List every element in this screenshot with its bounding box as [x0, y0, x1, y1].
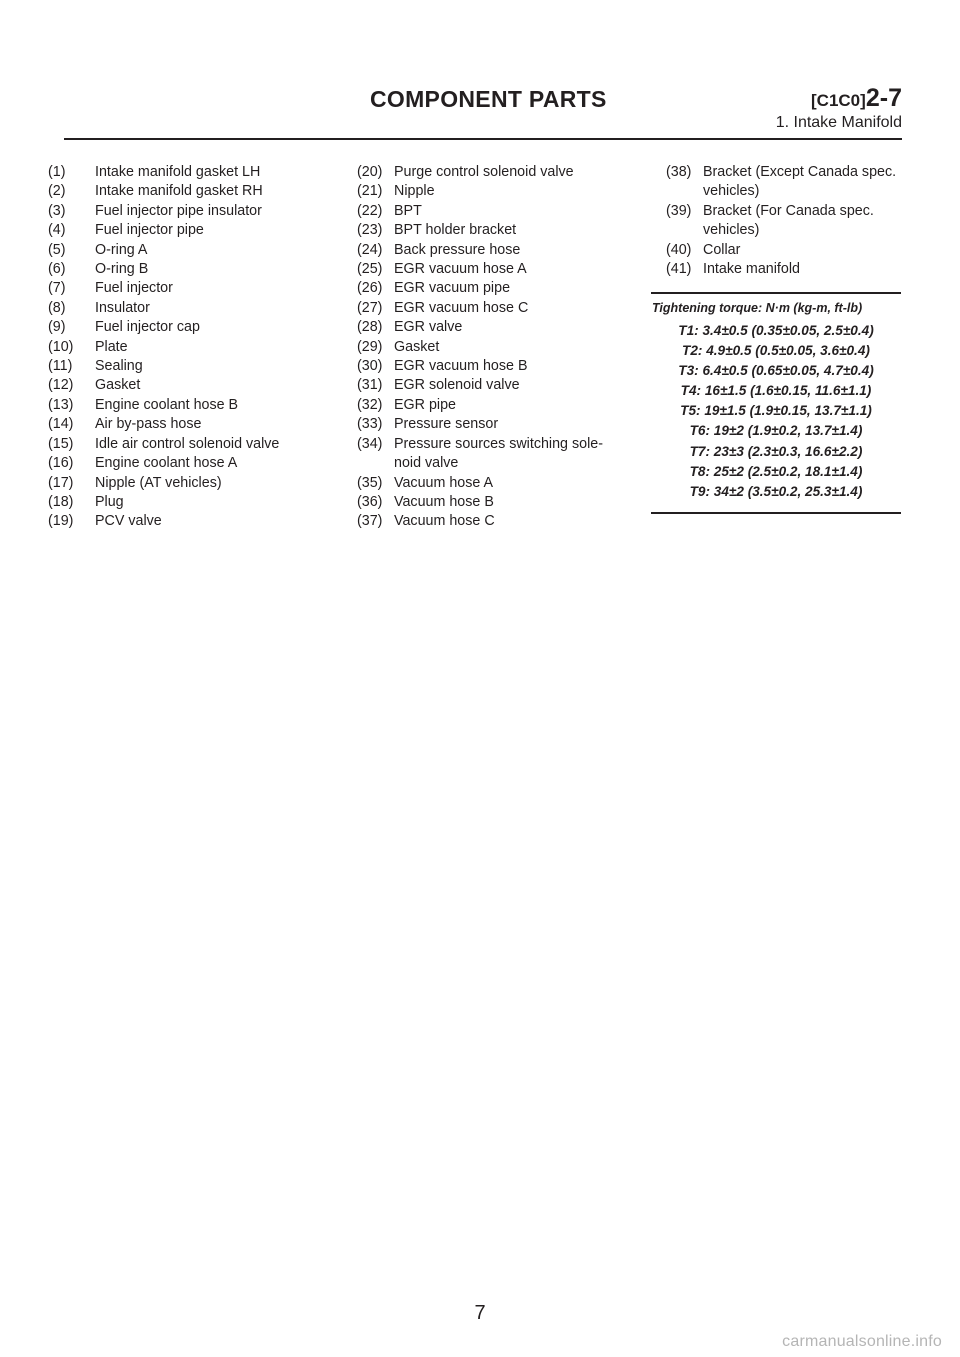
part-list-item — [48, 318, 328, 337]
part-list-item — [48, 493, 328, 512]
part-name: Vacuum hose C — [394, 513, 495, 530]
part-list-item — [48, 260, 328, 279]
part-name: Bracket (Except Canada spec. — [703, 164, 897, 180]
part-number: (13) — [48, 396, 74, 413]
part-list-item — [357, 202, 637, 221]
part-number: (23) — [357, 222, 383, 239]
part-name: Intake manifold gasket RH — [95, 183, 263, 200]
part-number: (34) — [357, 435, 383, 452]
part-name-continued: noid valve — [394, 455, 459, 472]
part-name: Insulator — [95, 299, 150, 316]
part-name: EGR vacuum hose A — [394, 261, 527, 278]
part-name: Plate — [95, 338, 128, 355]
part-list-item — [357, 338, 637, 357]
part-list-item — [357, 260, 637, 279]
part-list-item — [48, 415, 328, 434]
torque-item: T1: 3.4±0.5 (0.35±0.05, 2.5±0.4) — [678, 323, 874, 338]
part-number: (11) — [48, 358, 73, 375]
part-list-item — [357, 182, 637, 201]
part-list-item — [48, 241, 328, 260]
part-list-item — [357, 376, 637, 395]
part-list-item — [48, 299, 328, 318]
part-number: (41) — [666, 261, 692, 278]
torque-item: T5: 19±1.5 (1.9±0.15, 13.7±1.1) — [680, 403, 872, 419]
part-number: (38) — [666, 164, 692, 180]
part-number: (40) — [666, 241, 692, 258]
part-name: Intake manifold gasket LH — [95, 164, 261, 180]
part-number: (27) — [357, 299, 383, 316]
part-name-continued: vehicles) — [703, 183, 760, 200]
part-name: Fuel injector cap — [95, 319, 200, 336]
part-number: (17) — [48, 474, 74, 491]
part-number: (16) — [48, 455, 74, 472]
part-list-item — [666, 241, 906, 260]
part-name: Pressure sensor — [394, 416, 499, 433]
part-number: (35) — [357, 474, 383, 491]
torque-item: T8: 25±2 (2.5±0.2, 18.1±1.4) — [689, 463, 863, 479]
part-list-item — [666, 163, 906, 182]
torque-item: T3: 6.4±0.5 (0.65±0.05, 4.7±0.4) — [678, 363, 874, 379]
part-number: (15) — [48, 435, 74, 452]
part-name: O-ring A — [95, 241, 148, 258]
part-name: EGR vacuum hose B — [394, 358, 528, 375]
part-list-item — [357, 279, 637, 298]
torque-heading: Tightening torque: N·m (kg-m, ft-lb) — [652, 301, 863, 315]
part-number: (24) — [357, 241, 383, 258]
torque-item: T6: 19±2 (1.9±0.2, 13.7±1.4) — [689, 423, 863, 439]
part-number: (6) — [48, 261, 66, 278]
part-list-item — [48, 512, 328, 531]
part-name: Fuel injector — [95, 280, 173, 297]
part-list-item — [48, 182, 328, 201]
part-name: BPT — [394, 202, 422, 219]
page-number: 7 — [474, 1302, 486, 1324]
part-number: (39) — [666, 202, 692, 219]
part-name: Nipple (AT vehicles) — [95, 474, 222, 491]
parts-list-column-2 — [357, 163, 637, 532]
part-list-item — [48, 279, 328, 298]
part-list-item — [357, 318, 637, 337]
part-list-item — [357, 474, 637, 493]
part-list-item — [357, 493, 637, 512]
torque-item: T4: 16±1.5 (1.6±0.15, 11.6±1.1) — [680, 383, 872, 399]
part-list-item — [357, 415, 637, 434]
part-name: Vacuum hose B — [394, 493, 494, 510]
parts-list-column-1 — [48, 163, 328, 532]
part-name: Nipple — [394, 183, 435, 200]
part-list-item — [357, 299, 637, 318]
section-code: [C1C0] — [811, 91, 866, 110]
part-list-item — [357, 221, 637, 240]
part-name: Air by-pass hose — [95, 416, 202, 433]
part-list-item — [48, 221, 328, 240]
part-list-item — [357, 241, 637, 260]
part-name-continued: vehicles) — [703, 222, 760, 239]
part-number: (8) — [48, 299, 66, 316]
part-number: (25) — [357, 261, 383, 278]
part-name: Fuel injector pipe insulator — [95, 202, 262, 219]
torque-item: T2: 4.9±0.5 (0.5±0.05, 3.6±0.4) — [682, 343, 870, 359]
part-number: (7) — [48, 280, 66, 297]
part-list-item — [357, 396, 637, 415]
part-list-item — [48, 338, 328, 357]
part-number: (3) — [48, 202, 66, 219]
part-name: Fuel injector pipe — [95, 222, 204, 239]
part-list-item — [48, 376, 328, 395]
tightening-torque-box — [651, 292, 901, 514]
part-number: (2) — [48, 183, 66, 200]
part-name: O-ring B — [95, 261, 149, 278]
part-name: Intake manifold — [703, 261, 800, 278]
part-name: Collar — [703, 241, 741, 258]
part-number: (21) — [357, 183, 383, 200]
part-number: (28) — [357, 319, 383, 336]
part-name: EGR pipe — [394, 396, 456, 413]
parts-list-column-3 — [666, 163, 906, 279]
part-list-item — [48, 474, 328, 493]
part-name: Sealing — [95, 358, 143, 375]
part-name: Back pressure hose — [394, 241, 521, 258]
chapter-number: 2-7 — [865, 84, 902, 112]
part-number: (9) — [48, 319, 66, 336]
watermark: carmanualsonline.info — [782, 1333, 942, 1350]
part-name: BPT holder bracket — [394, 222, 517, 239]
part-number: (29) — [357, 338, 383, 355]
part-number: (20) — [357, 164, 383, 180]
part-name: Gasket — [394, 338, 440, 355]
part-list-item — [357, 357, 637, 376]
part-list-item — [666, 260, 906, 279]
part-number: (1) — [48, 164, 66, 180]
part-list-item — [357, 512, 637, 531]
part-number: (18) — [48, 493, 74, 510]
part-name: Idle air control solenoid valve — [95, 435, 280, 452]
part-list-item — [48, 163, 328, 182]
part-name: EGR vacuum pipe — [394, 280, 511, 297]
part-list-item — [357, 163, 637, 182]
part-name: EGR valve — [394, 319, 463, 336]
torque-item: T9: 34±2 (3.5±0.2, 25.3±1.4) — [689, 483, 863, 499]
part-list-item — [666, 202, 906, 221]
part-list-item — [48, 454, 328, 473]
part-number: (10) — [48, 338, 74, 355]
part-name: PCV valve — [95, 513, 162, 530]
page-header — [64, 86, 902, 140]
part-number: (5) — [48, 241, 66, 258]
part-number: (26) — [357, 280, 383, 297]
part-number: (22) — [357, 202, 383, 219]
part-name: Gasket — [95, 377, 141, 394]
part-name: Plug — [95, 493, 124, 510]
part-list-item — [48, 435, 328, 454]
part-number: (36) — [357, 493, 383, 510]
section-subtitle: 1. Intake Manifold — [775, 114, 902, 131]
part-list-item — [48, 396, 328, 415]
part-name: EGR solenoid valve — [394, 377, 520, 394]
part-name: Pressure sources switching sole- — [394, 435, 603, 452]
part-list-item — [48, 357, 328, 376]
part-number: (37) — [357, 513, 383, 530]
part-name: Engine coolant hose A — [95, 455, 238, 472]
section-title: COMPONENT PARTS — [370, 86, 607, 112]
torque-list — [651, 321, 901, 502]
part-number: (12) — [48, 377, 74, 394]
part-name: EGR vacuum hose C — [394, 299, 529, 316]
part-number: (30) — [357, 358, 383, 375]
part-name: Engine coolant hose B — [95, 396, 239, 413]
part-number: (19) — [48, 513, 74, 530]
part-name: Vacuum hose A — [394, 474, 494, 491]
part-number: (32) — [357, 396, 383, 413]
part-number: (33) — [357, 416, 383, 433]
torque-item: T7: 23±3 (2.3±0.3, 16.6±2.2) — [689, 443, 863, 459]
part-list-item — [357, 435, 637, 454]
part-name: Purge control solenoid valve — [394, 164, 574, 180]
part-number: (31) — [357, 377, 383, 394]
part-number: (14) — [48, 416, 74, 433]
part-name: Bracket (For Canada spec. — [703, 202, 874, 219]
part-list-item — [48, 202, 328, 221]
part-number: (4) — [48, 222, 66, 239]
